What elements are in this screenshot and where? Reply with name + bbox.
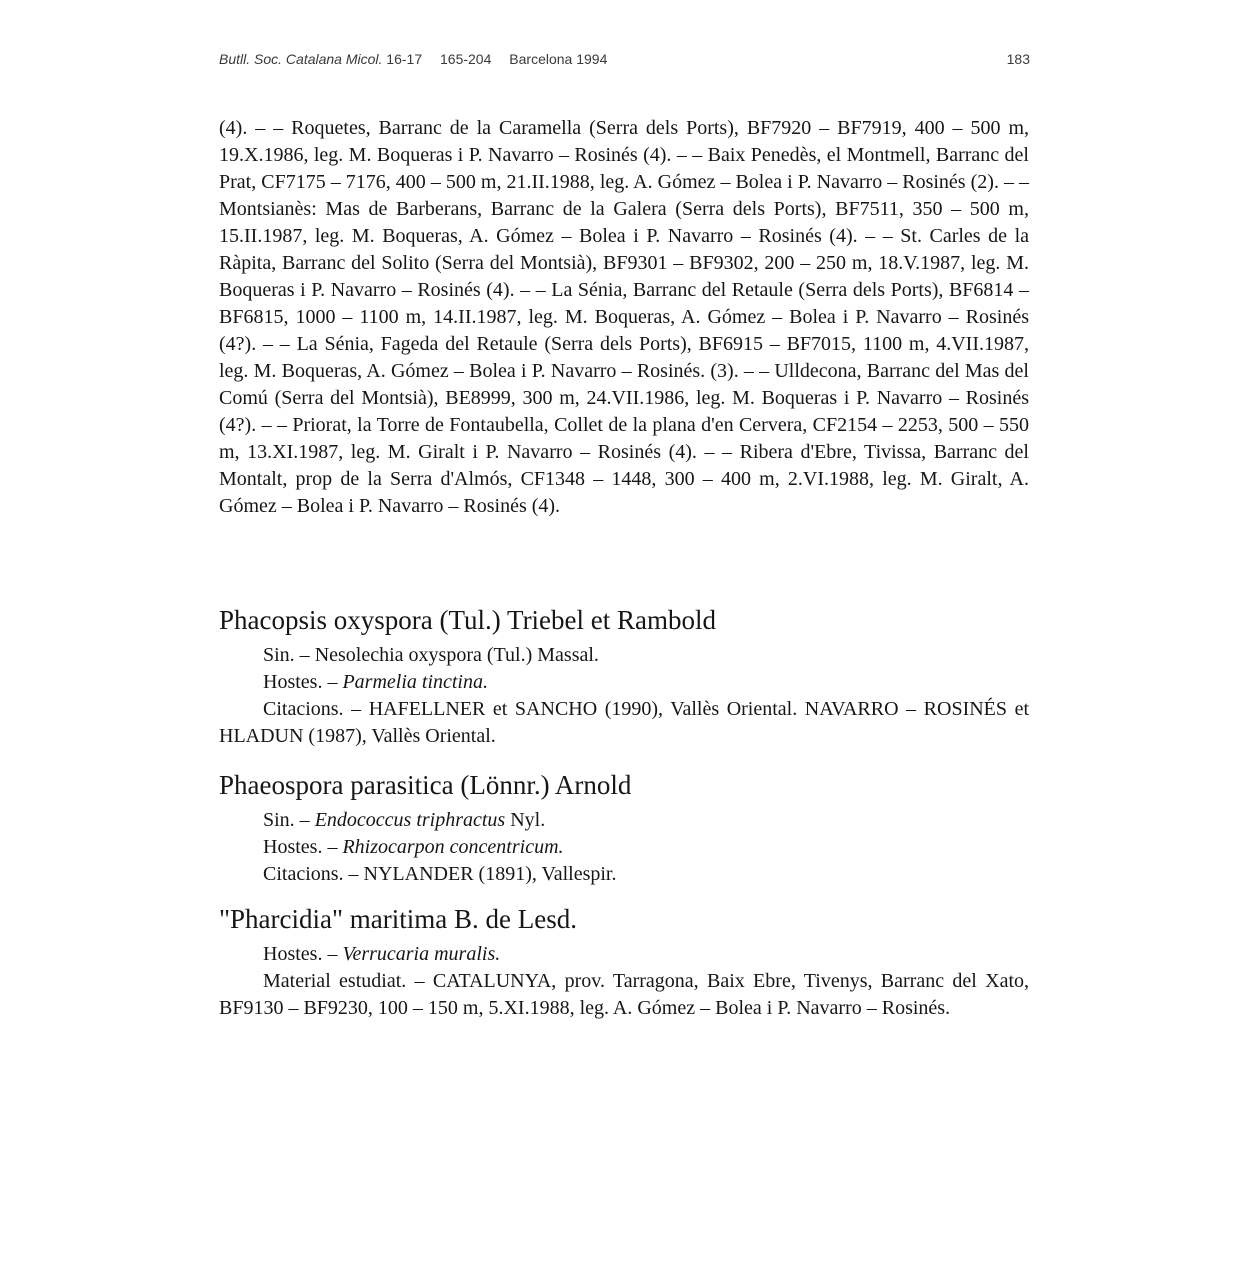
- material-line: [219, 968, 1029, 1022]
- hosts-value: Rhizocarpon concentricum.: [342, 836, 564, 858]
- journal-place-year: Barcelona 1994: [509, 51, 608, 67]
- continuation-paragraph: (4). – – Roquetes, Barranc de la Caramella (Serra dels Ports), BF7920 – BF7919, 400 – 500 m, 19.X.1986, leg. M. Boqueras i P. Navarro – Rosinés (4). – – Baix Penedès, el Montmell, Barranc del Prat, CF7175 – 7176, 400 – 500 m, 21.II.1988, leg. A. Gómez – Bolea i P. Navarro – Rosinés (2). – – Montsianès: Mas de Barberans, Barranc de la Galera (Serra dels Ports), BF7511, 350 – 500 m, 15.II.1987, leg. M. Boqueras, A. Gómez – Bolea i P. Navarro – Rosinés (4). – – St. Carles de la Ràpita, Barranc del Solito (Serra del Montsià), BF9301 – BF9302, 200 – 250 m, 18.V.1987, leg. M. Boqueras i P. Navarro – Rosinés (4). – – La Sénia, Barranc del Retaule (Serra dels Ports), BF6814 – BF6815, 1000 – 1100 m, 14.II.1987, leg. M. Boqueras, A. Gómez – Bolea i P. Navarro – Rosinés (4?). – – La Sénia, Fageda del Retaule (Serra dels Ports), BF6915 – BF7015, 1100 m, 4.VII.1987, leg. M. Boqueras, A. Gómez – Bolea i P. Navarro – Rosinés. (3). – – Ulldecona, Barranc del Mas del Comú (Serra del Montsià), BE8999, 300 m, 24.VII.1986, leg. M. Boqueras i P. Navarro – Rosinés (4?). – – Priorat, la Torre de Fontaubella, Collet de la plana d'en Cervera, CF2154 – 2253, 500 – 550 m, 13.XI.1987, leg. M. Giralt i P. Navarro – Rosinés (4). – – Ribera d'Ebre, Tivissa, Barranc del Montalt, prop de la Serra d'Almós, CF1348 – 1448, 300 – 400 m, 2.VI.1988, leg. M. Giralt, A. Gómez – Bolea i P. Navarro – Rosinés (4).: [219, 117, 1029, 517]
- citations-label: Citacions. –: [263, 863, 359, 885]
- species-entry-phacopsis: [219, 604, 1029, 750]
- species-title: Phaeospora parasitica (Lönnr.) Arnold: [219, 770, 632, 800]
- hosts-label: Hostes. –: [263, 943, 338, 965]
- synonym-label: Sin. –: [263, 809, 310, 831]
- citations-value: HAFELLNER et SANCHO (1990), Vallès Oriental. NAVARRO – ROSINÉS et HLADUN (1987), Vallès Oriental.: [219, 698, 1030, 747]
- synonym-line: [219, 642, 1029, 669]
- material-label: Material estudiat. –: [263, 970, 425, 992]
- hosts-line: [219, 941, 1029, 968]
- journal-name: Butll. Soc. Catalana Micol.: [219, 51, 383, 67]
- species-title: Phacopsis oxyspora (Tul.) Triebel et Rambold: [219, 605, 717, 635]
- material-value: CATALUNYA, prov. Tarragona, Baix Ebre, Tivenys, Barranc del Xato, BF9130 – BF9230, 100 – 150 m, 5.XI.1988, leg. A. Gómez – Bolea i P. Navarro – Rosinés.: [219, 970, 1030, 1019]
- hosts-value: Verrucaria muralis.: [342, 943, 501, 965]
- hosts-label: Hostes. –: [263, 671, 338, 693]
- citations-line: [219, 861, 1029, 888]
- continuation-text: [219, 115, 1029, 520]
- citations-line: [219, 696, 1029, 750]
- hosts-value: Parmelia tinctina.: [342, 671, 488, 693]
- synonym-value-authority: Nyl.: [510, 809, 546, 831]
- synonym-label: Sin. –: [263, 644, 310, 666]
- citations-label: Citacions. –: [263, 698, 362, 720]
- hosts-label: Hostes. –: [263, 836, 338, 858]
- species-entry-pharcidia: [219, 903, 1029, 1022]
- hosts-line: [219, 834, 1029, 861]
- species-entry-phaeospora: [219, 769, 1029, 888]
- synonym-line: [219, 807, 1029, 834]
- journal-volume: 16-17: [386, 51, 423, 67]
- synonym-value-italic: Endococcus triphractus: [314, 809, 506, 831]
- page-number: 183: [1006, 51, 1030, 67]
- synonym-value: Nesolechia oxyspora (Tul.) Massal.: [314, 644, 599, 666]
- running-header: [219, 51, 1030, 73]
- citations-value: NYLANDER (1891), Vallespir.: [363, 863, 617, 885]
- hosts-line: [219, 669, 1029, 696]
- journal-pages: 165-204: [440, 51, 492, 67]
- species-title: "Pharcidia" maritima B. de Lesd.: [219, 904, 577, 934]
